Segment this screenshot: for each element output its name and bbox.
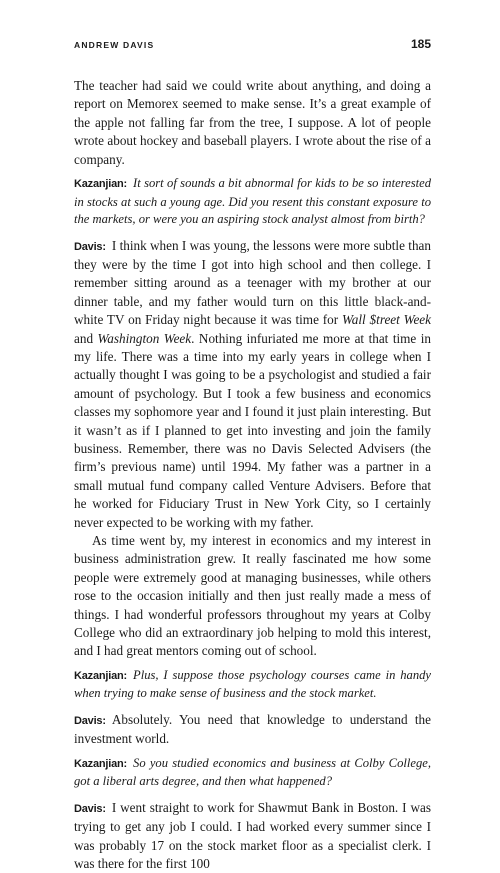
- answer-text-part2: . Nothing infuriated me more at that time in my life. There was a time into my early years in college when I actually thought I was going to be a psychologist and studied a fair amount of psychology. But I took a few business and economics classes my sophomore year and I found it just plain interesting. But it wasn’t as if I planned to get into investing and join the family business. Remember, there was no Davis Selected Advisers (the firm’s previous name) until 1994. My father was a partner in a small mutual fund company called Venture Advisers. Before that he worked for Fiduciary Trust in New York City, so I certainly never expected to be working with my father.: [74, 330, 432, 530]
- tv-show-title: Washington Week: [97, 330, 192, 346]
- speaker-label: Kazanjian:: [74, 757, 128, 770]
- answer-text: Absolutely. You need that knowledge to understand the investment world.: [74, 711, 431, 747]
- answer-young-lessons: [74, 237, 431, 533]
- question-text: Plus, I suppose those psychology courses came in handy when trying to make sense of business and the stock market.: [74, 667, 431, 701]
- answer-text: I went straight to work for Shawmut Bank in Boston. I was trying to get any job I could. I had worked every summer since I was probably 17 on the stock market floor as a specialist clerk. I was there for the first 100: [74, 799, 431, 871]
- question-psychology: [74, 667, 431, 703]
- tv-show-title: Wall $treet Week: [342, 312, 432, 328]
- paragraph-intro: The teacher had said we could write about anything, and doing a report on Memorex seemed to make sense. It’s a great example of the apple not falling far from the tree, I suppose. A lot of people wrote about hockey and baseball players. I wrote about the rise of a company.: [74, 78, 431, 167]
- answer-text-part1: I think when I was young, the lessons were more subtle than they were by the time I got into high school and then college. I remember sitting around as a teenager with my brother at our dinner table, and my father would turn on this little black-and-white TV on Friday night because it was time for: [74, 237, 431, 328]
- paragraph-economics-interest: As time went by, my interest in economics and my interest in business administration grew. It really fascinated me how some people were extremely good at managing businesses, while others rose to the occasion initially and then just really made a mess of things. I had wonderful professors throughout my years at Colby College who did an extraordinary job helping to mold this interest, and I had great mentors coming out of school.: [74, 533, 431, 659]
- question-colby: [74, 755, 431, 791]
- speaker-label: Kazanjian:: [74, 178, 128, 191]
- question-text: So you studied economics and business at Colby College, got a liberal arts degree, and then what happened?: [74, 755, 431, 789]
- speaker-label: Davis:: [74, 802, 106, 815]
- speaker-label: Davis:: [74, 240, 106, 253]
- running-header: [74, 37, 431, 56]
- answer-shawmut: [74, 799, 431, 873]
- page-body: [74, 77, 431, 873]
- page-number: 185: [410, 37, 431, 51]
- speaker-label: Davis:: [74, 714, 106, 727]
- answer-absolutely: [74, 711, 431, 749]
- running-head-author: ANDREW DAVIS: [74, 40, 155, 50]
- conjunction: and: [74, 330, 94, 346]
- question-text: It sort of sounds a bit abnormal for kids to be so interested in stocks at such a young age. Did you resent this constant exposure to the markets, or were you an aspiring stock analyst almost from birth?: [74, 176, 431, 227]
- speaker-label: Kazanjian:: [74, 669, 128, 682]
- question-abnormal-interest: [74, 175, 431, 229]
